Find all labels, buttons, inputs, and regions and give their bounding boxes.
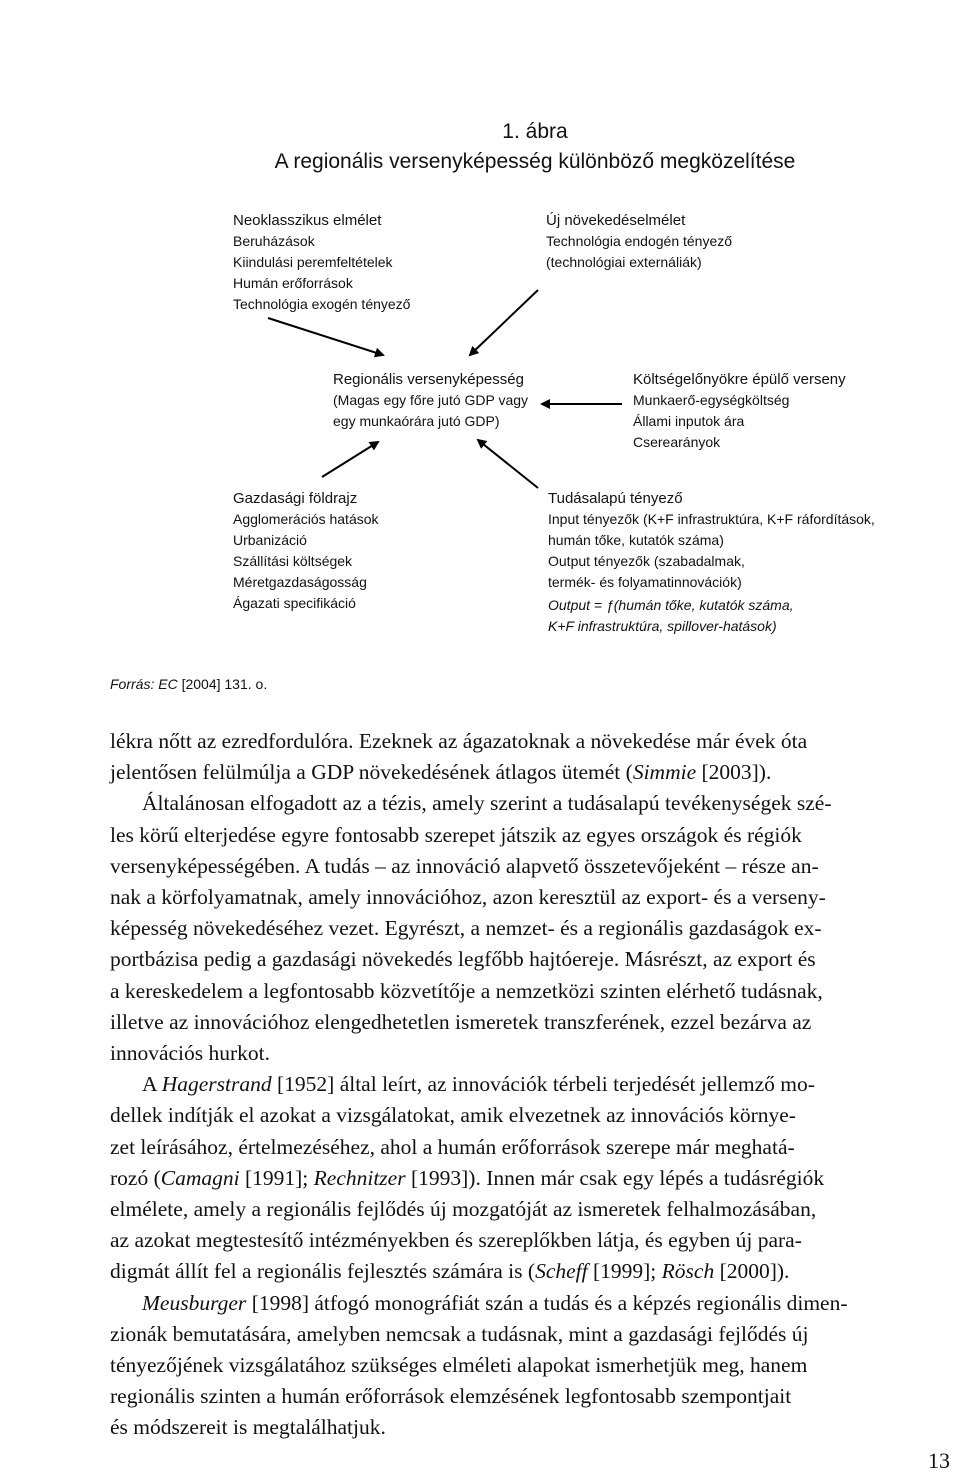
text-line: les körű elterjedése egyre fontosabb szerepet játszik az egyes országok és régiók [110,822,802,847]
knowledge-line: humán tőke, kutatók száma) [548,532,724,548]
geography-line: Urbanizáció [233,532,307,548]
regional-line: (Magas egy főre jutó GDP vagy [333,392,529,408]
source-author: EC [158,676,178,692]
text-line: és módszereit is megtalálhatjuk. [110,1415,386,1440]
knowledge-line: Output tényezők (szabadalmak, [548,553,745,569]
text-line [110,1069,955,1100]
figure-number: 1. ábra [502,120,568,143]
text-line [110,1163,955,1194]
text-line: innovációs hurkot. [110,1041,271,1066]
knowledge-formula: K+F infrastruktúra, spillover-hatások) [548,618,777,634]
new-growth-line: (technológiai externáliák) [546,254,702,270]
neoclassical-line: Beruházások [233,233,315,249]
geography-line: Agglomerációs hatások [233,511,379,527]
citation-author: Rösch [661,1259,715,1284]
new-growth-heading: Új növekedéselmélet [546,212,686,229]
text-line: illetve az innovációhoz elengedhetetlen ismeretek transzferének, ezzel bezárva az [110,1009,812,1034]
text-span: [1993]). Innen már csak egy lépés a tudásrégiók [405,1165,825,1190]
knowledge-formula: Output = ƒ(humán tőke, kutatók száma, [548,597,794,613]
cost-heading: Költségelőnyökre épülő verseny [633,371,846,388]
text-line: Általánosan elfogadott az a tézis, amely szerint a tudásalapú tevékenységek szé- [142,791,832,816]
text-span: [1991]; [239,1165,314,1190]
geography-line: Méretgazdaságosság [233,574,367,590]
citation-author: Scheff [535,1259,588,1284]
neoclassical-line: Humán erőforrások [233,275,353,291]
neoclassical-line: Kiindulási peremfeltételek [233,254,393,270]
citation-author: Simmie [632,760,697,785]
arrow-newgrowth-to-regional [470,290,538,355]
text-span: [2000]). [714,1259,790,1284]
text-line: elmélete, amely a regionális fejlődés új mozgatóját az ismeretek felhalmozásában, [110,1197,817,1222]
text-line: a kereskedelem a legfontosabb közvetítője a nemzetközi szinten elérhető tudásnak, [110,978,823,1003]
text-span: jelentősen felülmúlja a GDP növekedésének átlagos ütemét ( [110,760,633,785]
figure-title: A regionális versenyképesség különböző megközelítése [274,150,796,173]
text-span: [1952] által leírt, az innovációk térbeli terjedését jellemző mo- [271,1072,815,1097]
paragraph [110,726,955,788]
page-number: 13 [928,1448,950,1473]
text-line: zet leírásához, értelmezéséhez, ahol a humán erőforrások szerepe már meghatá- [110,1134,795,1159]
text-line [110,1288,955,1319]
regional-line: egy munkaórára jutó GDP) [333,413,500,429]
new-growth-theory-box [546,210,732,273]
economic-geography-box [233,488,379,614]
text-line: zionák bemutatására, amelyben nemcsak a tudásnak, mint a gazdasági fejlődés új [110,1321,809,1346]
arrow-neoclassical-to-regional [268,318,383,355]
text-span: rozó ( [110,1165,161,1190]
knowledge-factor-box [548,488,875,637]
citation-author: Meusburger [142,1290,247,1315]
arrow-knowledge-to-regional [478,440,538,488]
text-span: [1999]; [587,1259,662,1284]
paragraph [110,1288,955,1444]
text-span: A [142,1072,162,1097]
text-line: regionális szinten a humán erőforrások elemzésének legfontosabb szempontjait [110,1384,792,1409]
text-line: képesség növekedéséhez vezet. Egyrészt, a nemzet- és a regionális gazdaságok ex- [110,916,822,941]
paragraph [110,1069,955,1287]
neoclassical-line: Technológia exogén tényező [233,296,411,312]
text-line [110,1256,955,1287]
citation-author: Camagni [160,1165,240,1190]
source-label: Forrás: [110,676,155,692]
new-growth-line: Technológia endogén tényező [546,233,733,249]
geography-line: Ágazati specifikáció [233,595,356,611]
text-span: [1998] átfogó monográfiát szán a tudás és a képzés regionális dimen- [246,1290,848,1315]
paragraph [110,788,955,1069]
text-line: nak a körfolyamatnak, amely innovációhoz, azon keresztül az export- és a verseny- [110,885,826,910]
text-line: lékra nőtt az ezredfordulóra. Ezeknek az ágazatoknak a növekedése már évek óta [110,729,808,753]
arrow-geography-to-regional [322,442,378,477]
text-line: versenyképességében. A tudás – az innováció alapvető összetevőjeként – része an- [110,853,819,878]
geography-line: Szállítási költségek [233,553,353,569]
cost-line: Munkaerő-egységköltség [633,392,790,408]
text-line [110,757,955,788]
text-span: digmát állít fel a regionális fejlesztés számára is ( [110,1259,536,1284]
text-line: az azokat megtestesítő intézményekben és szereplőkben látja, és egyben új para- [110,1228,802,1253]
neoclassical-theory-box [233,210,410,315]
body-text [110,726,955,1444]
figure-source [110,676,267,692]
citation-author: Rechnitzer [313,1165,406,1190]
text-line: portbázisa pedig a gazdasági növekedés legfőbb hajtóereje. Másrészt, az export és [110,947,816,972]
geography-heading: Gazdasági földrajz [233,490,358,507]
cost-line: Cserearányok [633,434,721,450]
cost-advantage-box [633,369,846,453]
regional-heading: Regionális versenyképesség [333,371,524,388]
citation-author: Hagerstrand [161,1072,272,1097]
knowledge-line: termék- és folyamatinnovációk) [548,574,742,590]
neoclassical-heading: Neoklasszikus elmélet [233,212,382,229]
text-line: dellek indítják el azokat a vizsgálatokat, amik elvezetnek az innovációs környe- [110,1103,796,1128]
regional-competitiveness-box [333,369,528,432]
cost-line: Állami inputok ára [633,413,745,429]
knowledge-line: Input tényezők (K+F infrastruktúra, K+F ráfordítások, [548,511,875,527]
knowledge-heading: Tudásalapú tényező [548,490,683,507]
text-span: [2003]). [696,760,772,785]
text-line: tényezőjének vizsgálatához szükséges elméleti alapokat ismerhetjük meg, hanem [110,1353,808,1378]
source-reference: [2004] 131. o. [181,676,268,692]
